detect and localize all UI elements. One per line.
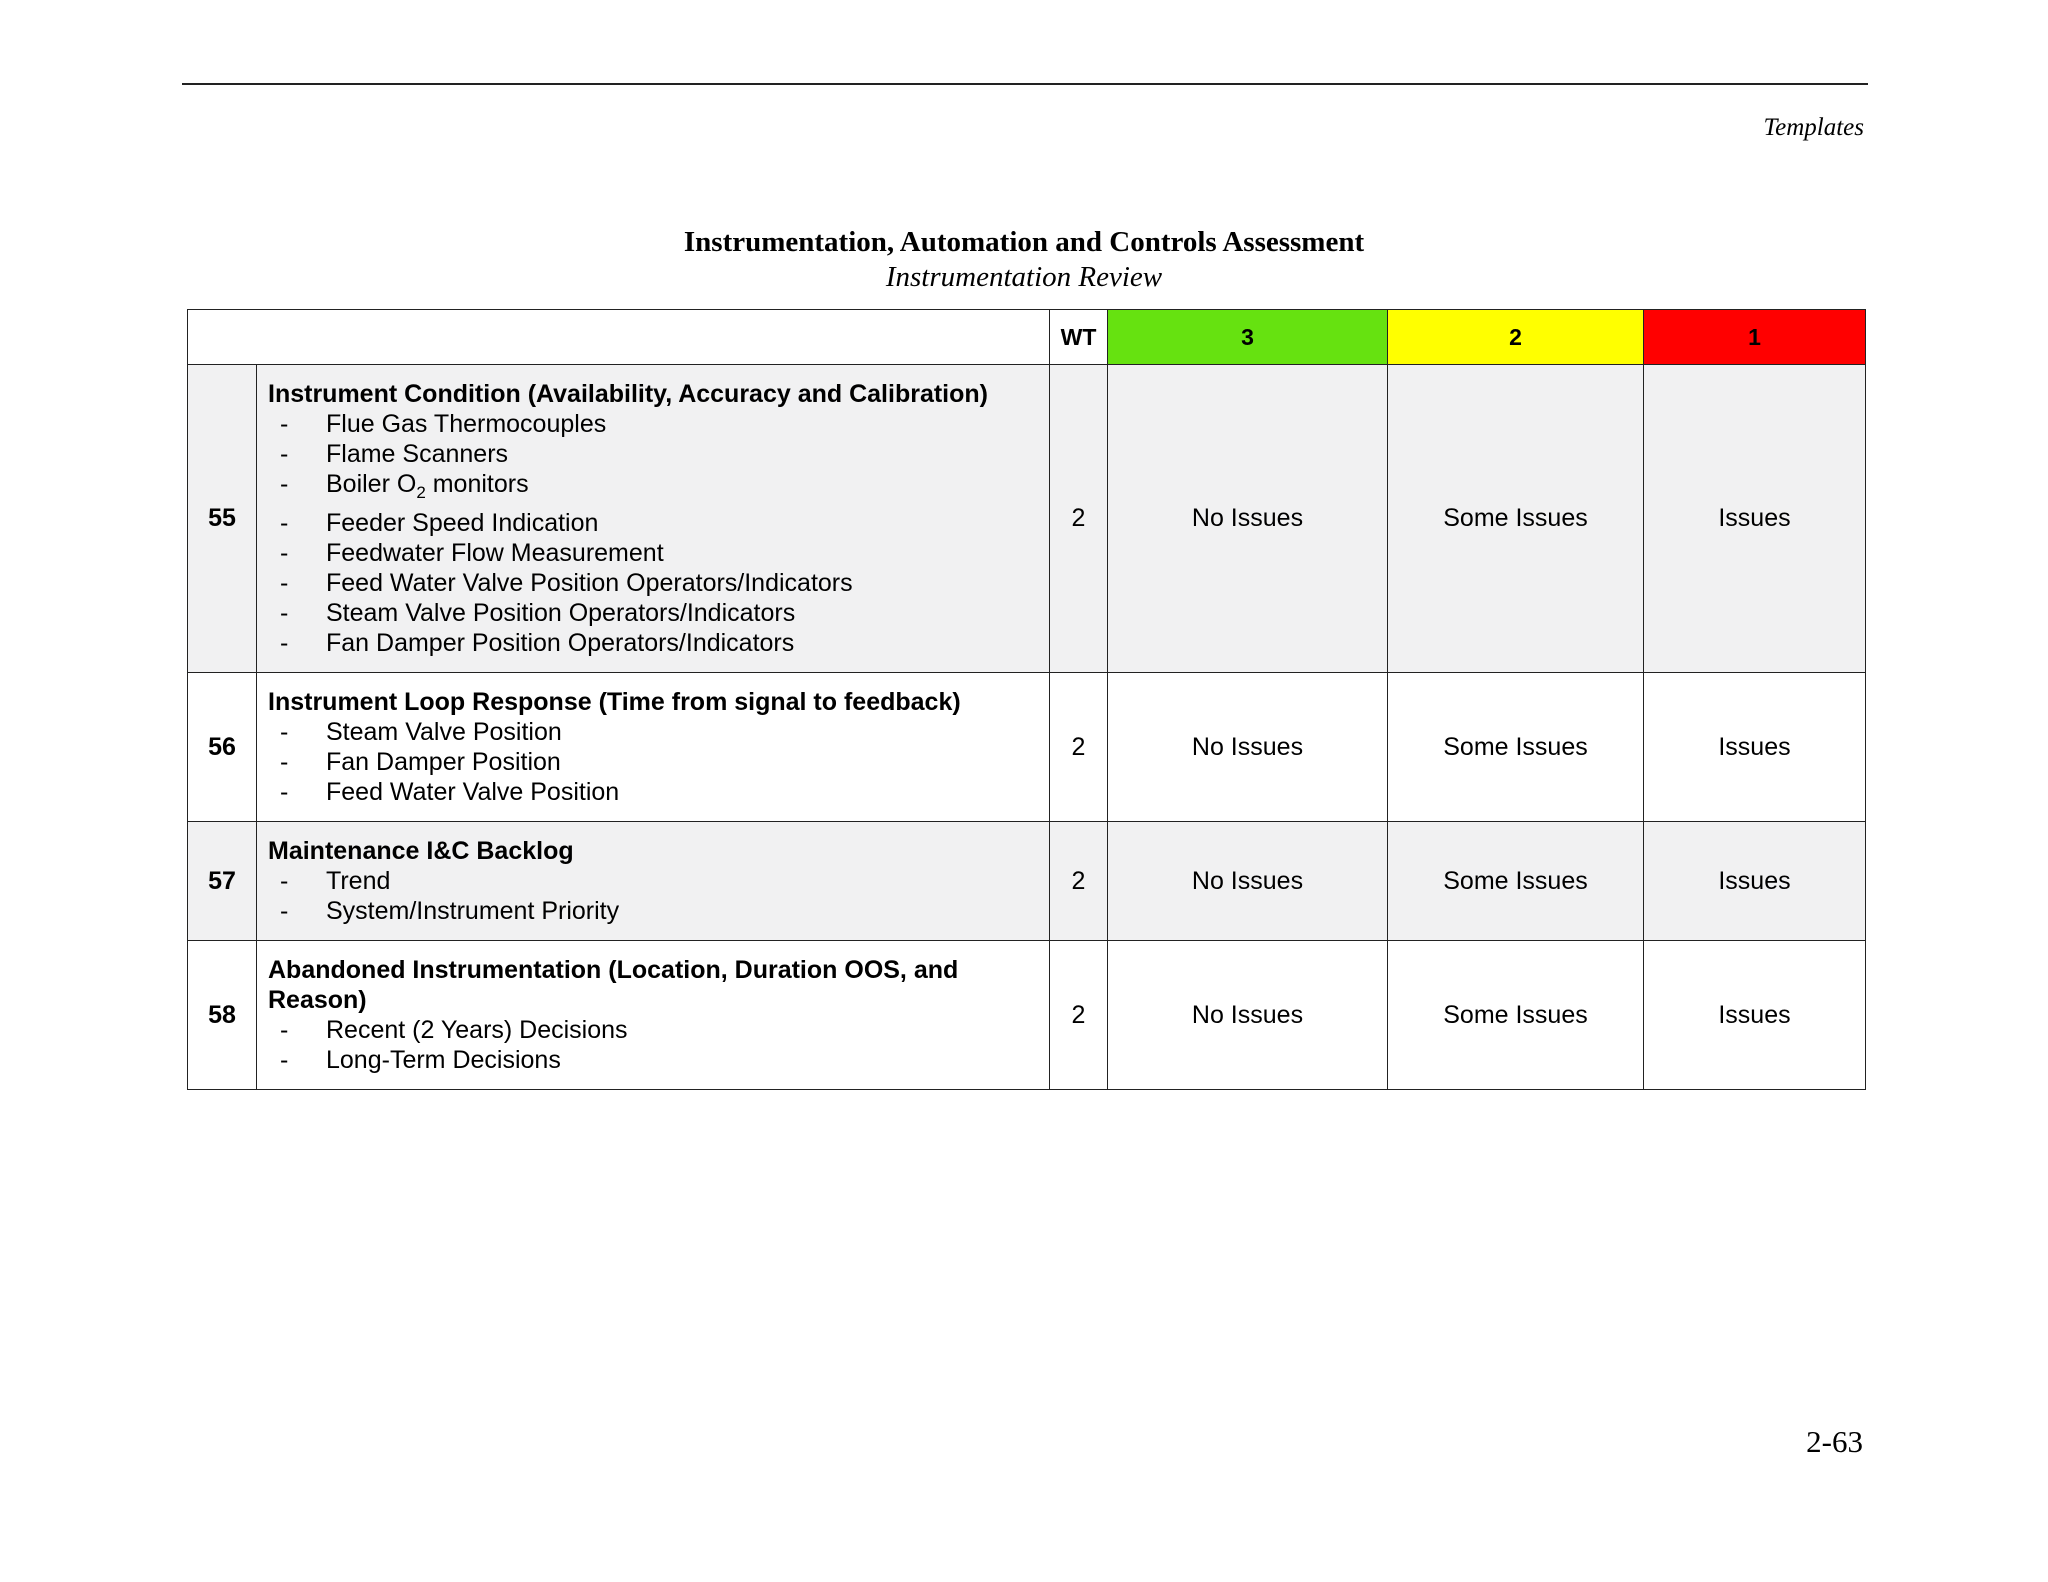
list-item: - Recent (2 Years) Decisions (280, 1016, 628, 1044)
header-wt: WT (1050, 310, 1108, 365)
row-number: 56 (188, 673, 257, 822)
list-item: - Long-Term Decisions (280, 1046, 561, 1074)
table-row (188, 365, 1866, 673)
list-item: - Steam Valve Position Operators/Indicators (280, 599, 796, 627)
row-score-1: Issues (1644, 365, 1866, 673)
row-description (257, 822, 1050, 941)
list-item: - Boiler $O_2$ monitors (280, 470, 529, 502)
title-block (0, 224, 2048, 294)
assessment-table (187, 309, 1866, 1090)
header-score-2: 2 (1388, 310, 1644, 365)
row-description (257, 365, 1050, 673)
row-description (257, 673, 1050, 822)
row-weight: 2 (1050, 673, 1108, 822)
header-score-1: 1 (1644, 310, 1866, 365)
row-weight: 2 (1050, 822, 1108, 941)
row-title: Maintenance I&C Backlog (268, 837, 574, 865)
list-item: - Flue Gas Thermocouples (280, 410, 607, 438)
list-item: - Feed Water Valve Position Operators/Indicators (280, 569, 853, 597)
row-description (257, 941, 1050, 1090)
row-score-3: No Issues (1108, 941, 1388, 1090)
row-title: Instrument Condition (Availability, Accuracy and Calibration) (268, 380, 988, 408)
row-score-3: No Issues (1108, 365, 1388, 673)
header-row (188, 310, 1866, 365)
row-score-1: Issues (1644, 673, 1866, 822)
list-item: - Feedwater Flow Measurement (280, 539, 664, 567)
list-item: - Feeder Speed Indication (280, 509, 599, 537)
row-score-2: Some Issues (1388, 673, 1644, 822)
document-subtitle: Instrumentation Review (885, 261, 1163, 293)
list-item: - Steam Valve Position (280, 718, 562, 746)
row-score-3: No Issues (1108, 673, 1388, 822)
table-row (188, 673, 1866, 822)
row-score-2: Some Issues (1388, 365, 1644, 673)
row-score-2: Some Issues (1388, 941, 1644, 1090)
header-score-3: 3 (1108, 310, 1388, 365)
row-title: Abandoned Instrumentation (Location, Duration OOS, and Reason) (268, 956, 959, 1014)
list-item: - Trend (280, 867, 391, 895)
row-score-3: No Issues (1108, 822, 1388, 941)
row-weight: 2 (1050, 365, 1108, 673)
document-title: Instrumentation, Automation and Controls Assessment (683, 226, 1365, 258)
page-number: 2-63 (1806, 1424, 1863, 1459)
list-item: - Flame Scanners (280, 440, 509, 468)
row-weight: 2 (1050, 941, 1108, 1090)
row-number: 55 (188, 365, 257, 673)
row-number: 58 (188, 941, 257, 1090)
row-number: 57 (188, 822, 257, 941)
list-item: - Fan Damper Position (280, 748, 561, 776)
section-header: Templates (1763, 114, 1864, 141)
header-rule (182, 83, 1868, 85)
list-item: - Feed Water Valve Position (280, 778, 620, 806)
list-item: - Fan Damper Position Operators/Indicators (280, 629, 795, 657)
list-item: - System/Instrument Priority (280, 897, 620, 925)
row-score-1: Issues (1644, 941, 1866, 1090)
row-title: Instrument Loop Response (Time from signal to feedback) (268, 688, 961, 716)
table-row (188, 822, 1866, 941)
header-blank-cell (188, 310, 1050, 365)
row-score-2: Some Issues (1388, 822, 1644, 941)
table-row (188, 941, 1866, 1090)
row-score-1: Issues (1644, 822, 1866, 941)
